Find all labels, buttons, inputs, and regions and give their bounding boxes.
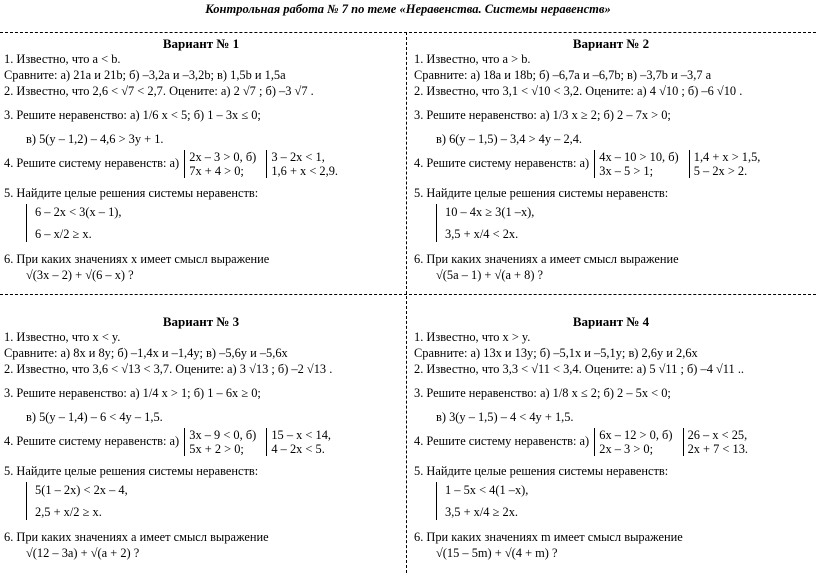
variant-1 (0, 36, 402, 298)
task-4 (4, 428, 336, 456)
variant-header: Вариант № 4 (572, 314, 650, 329)
task-2: 2. Известно, что 2,6 < √7 < 2,7. Оцените: а) 2 √7 ; б) –3 √7 . (4, 84, 314, 98)
task-6: 6. При каких значениях x имеет смысл выражение (4, 252, 270, 266)
variant-header: Вариант № 1 (162, 36, 240, 51)
system-b (266, 150, 341, 178)
task-4 (414, 150, 765, 178)
task-1-compare: Сравните: а) 8x и 8y; б) –1,4x и –1,4y; в) –5,6y и –5,6x (4, 346, 288, 360)
system-b-line-1: 3 – 2x < 1, (271, 150, 325, 164)
system-b-line-2: 4 – 2x < 5. (271, 442, 325, 456)
task-5: 5. Найдите целые решения системы неравенств: (4, 186, 259, 200)
task-4 (414, 428, 753, 456)
task-4-label: 4. Решите систему неравенств: а) (414, 155, 590, 170)
task-4-label: 4. Решите систему неравенств: а) (414, 433, 590, 448)
variants-grid (0, 32, 816, 573)
task-4-label: 4. Решите систему неравенств: а) (4, 433, 180, 448)
task-5-line-1: 6 – 2x < 3(x – 1), (35, 205, 122, 219)
system-b-line-1: 26 – x < 25, (687, 428, 748, 442)
system-a-line-2: 2x – 3 > 0; (599, 442, 654, 456)
system-b (683, 428, 751, 456)
task-1-compare: Сравните: а) 21a и 21b; б) –3,2a и –3,2b; в) 1,5b и 1,5a (4, 68, 286, 82)
task-5-line-2: 3,5 + x/4 < 2x. (445, 227, 519, 241)
task-6-expression: √(15 – 5m) + √(4 + m) ? (436, 546, 558, 560)
page-title: Контрольная работа № 7 по теме «Неравенства. Системы неравенств» (205, 2, 611, 16)
task-5-system (436, 204, 534, 242)
task-6-expression: √(5a – 1) + √(a + 8) ? (436, 268, 544, 282)
task-3-c: в) 5(y – 1,4) – 6 < 4y – 1,5. (26, 410, 163, 424)
task-2: 2. Известно, что 3,1 < √10 < 3,2. Оцените: а) 4 √10 ; б) –6 √10 . (414, 84, 743, 98)
task-1-compare: Сравните: а) 18a и 18b; б) –6,7a и –6,7b; в) –3,7b и –3,7 a (414, 68, 712, 82)
task-3: 3. Решите неравенство: а) 1/6 x < 5; б) 1 – 3x ≤ 0; (4, 108, 261, 122)
variant-3 (0, 314, 402, 576)
task-5-system (436, 482, 528, 520)
variant-header: Вариант № 2 (572, 36, 650, 51)
task-5-line-2: 6 – x/2 ≥ x. (35, 227, 92, 241)
task-5-line-2: 3,5 + x/4 ≥ 2x. (445, 505, 518, 519)
task-3-c: в) 5(y – 1,2) – 4,6 > 3y + 1. (26, 132, 164, 146)
system-a (184, 428, 259, 456)
system-b (689, 150, 764, 178)
task-2: 2. Известно, что 3,3 < √11 < 3,4. Оцените: а) 5 √11 ; б) –4 √11 .. (414, 362, 745, 376)
task-5: 5. Найдите целые решения системы неравенств: (4, 464, 259, 478)
system-a-line-2: 5x + 2 > 0; (189, 442, 244, 456)
task-6: 6. При каких значениях m имеет смысл выражение (414, 530, 683, 544)
task-5-line-1: 1 – 5x < 4(1 –x), (445, 483, 529, 497)
system-a-line-1: 4x – 10 > 10, б) (599, 150, 679, 164)
system-b-line-2: 2x + 7 < 13. (687, 442, 749, 456)
task-6-expression: √(3x – 2) + √(6 – x) ? (26, 268, 134, 282)
task-1-condition: 1. Известно, что a > b. (414, 52, 531, 66)
task-4 (4, 150, 343, 178)
task-5-line-1: 10 – 4x ≥ 3(1 –x), (445, 205, 535, 219)
task-3-c: в) 6(y – 1,5) – 3,4 > 4y – 2,4. (436, 132, 583, 146)
system-a (184, 150, 259, 178)
system-a-line-2: 7x + 4 > 0; (189, 164, 244, 178)
task-3-c: в) 3(y – 1,5) – 4 < 4y + 1,5. (436, 410, 574, 424)
task-5-line-2: 2,5 + x/2 ≥ x. (35, 505, 102, 519)
divider-vertical (406, 32, 407, 573)
task-5-system (26, 204, 122, 242)
task-3: 3. Решите неравенство: а) 1/3 x ≥ 2; б) 2 – 7x > 0; (414, 108, 671, 122)
task-1-compare: Сравните: а) 13x и 13y; б) –5,1x и –5,1y; в) 2,6y и 2,6x (414, 346, 698, 360)
system-b-line-2: 1,6 + x < 2,9. (271, 164, 338, 178)
task-5: 5. Найдите целые решения системы неравенств: (414, 186, 669, 200)
system-a-line-1: 6x – 12 > 0, б) (599, 428, 673, 442)
variant-2 (410, 36, 812, 298)
system-a-line-1: 3x – 9 < 0, б) (189, 428, 257, 442)
task-6-expression: √(12 – 3a) + √(a + 2) ? (26, 546, 140, 560)
task-1-condition: 1. Известно, что a < b. (4, 52, 121, 66)
system-b (266, 428, 334, 456)
system-a-line-2: 3x – 5 > 1; (599, 164, 654, 178)
task-2: 2. Известно, что 3,6 < √13 < 3,7. Оцените: а) 3 √13 ; б) –2 √13 . (4, 362, 333, 376)
system-a-line-1: 2x – 3 > 0, б) (189, 150, 257, 164)
divider-top (0, 32, 816, 33)
system-b-line-2: 5 – 2x > 2. (693, 164, 748, 178)
task-3: 3. Решите неравенство: а) 1/8 x ≤ 2; б) 2 – 5x < 0; (414, 386, 671, 400)
variant-4 (410, 314, 812, 576)
task-6: 6. При каких значениях a имеет смысл выражение (4, 530, 269, 544)
task-4-label: 4. Решите систему неравенств: а) (4, 155, 180, 170)
variant-header: Вариант № 3 (162, 314, 240, 329)
task-5-line-1: 5(1 – 2x) < 2x – 4, (35, 483, 128, 497)
task-1-condition: 1. Известно, что x > y. (414, 330, 531, 344)
task-1-condition: 1. Известно, что x < y. (4, 330, 121, 344)
system-b-line-1: 1,4 + x > 1,5, (693, 150, 761, 164)
task-5: 5. Найдите целые решения системы неравенств: (414, 464, 669, 478)
system-b-line-1: 15 – x < 14, (271, 428, 332, 442)
task-6: 6. При каких значениях a имеет смысл выражение (414, 252, 679, 266)
task-3: 3. Решите неравенство: а) 1/4 x > 1; б) 1 – 6x ≥ 0; (4, 386, 261, 400)
system-a (594, 428, 675, 456)
task-5-system (26, 482, 128, 520)
system-a (594, 150, 681, 178)
